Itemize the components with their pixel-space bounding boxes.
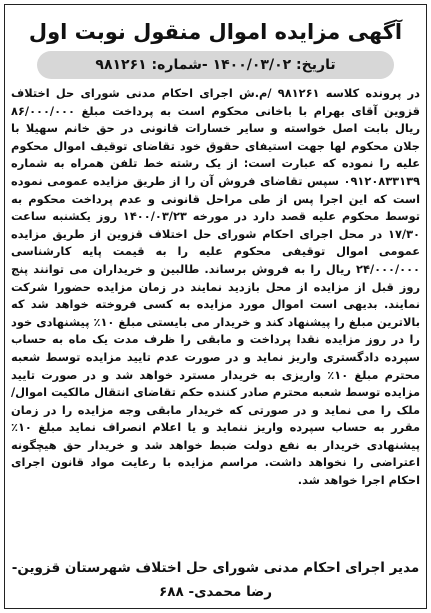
- date-and-number-line: تاریخ: ۱۴۰۰/۰۳/۰۲ -شماره: ۹۸۱۲۶۱: [37, 51, 394, 79]
- notice-title: آگهی مزایده اموال منقول نوبت اول: [28, 20, 403, 44]
- notice-frame: [4, 4, 427, 609]
- notice-signature: مدیر اجرای احکام مدنی شورای حل اختلاف شهرستان قزوین- رضا محمدی- ۶۸۸: [11, 560, 420, 600]
- notice-body: در پرونده کلاسه ۹۸۱۲۶۱ /م.ش اجرای احکام مدنی شورای حل اختلاف قزوین آقای بهرام با باخانی محکوم است به پرداخت مبلغ ۸۶/۰۰۰/۰۰۰ ریال بابت اصل خواسته و سایر خسارات قانونی در حق خانم سهیلا با جلان محکوم لها جهت استیفای حقوق خود تقاضای توقیف اموال محکوم علیه را نموده که عبارت است: از یک رشته خط تلفن همراه به شماره ۰۹۱۲۰۸۳۳۱۳۹ سپس تقاضای فروش آن را از طریق مزایده عمومی نموده است که این اجرا پس از طی مراحل قانونی و عدم پرداخت محکوم به توسط محکوم علیه قصد دارد در مورخه ۱۴۰۰/۰۳/۲۳ روز یکشنبه ساعت ۱۷/۳۰ در محل اجرای احکام شورای حل اختلاف قزوین از طریق مزایده عمومی اموال توقیفی محکوم علیه را به قیمت پایه کارشناسی ۲۴/۰۰۰/۰۰۰ ریال را به فروش برساند. طالبین و خریداران می توانند پنج روز قبل از مزایده از محل بازدید نمایند در زمان مزایده حضورا شرکت نمایند. بدیهی است اموال مورد مزایده به کسی فروخته خواهد شد که بالاترین مبلغ را پیشنهاد کند و خریدار می بایستی مبلغ ۱۰٪ پیشنهادی خود را در روز مزایده نقدا پرداخت و مابقی را ظرف مدت یک ماه به حساب سپرده دادگستری واریز نماید و در صورت عدم تایید مزایده توسط شعبه محترم مبلغ ۱۰٪ واریزی به خریدار مسترد خواهد شد و در صورت تایید مزایده توسط شعبه محترم صادر کننده حکم تقاضای انتقال مالکیت اموال/ ملک را می نماید و در صورتی که خریدار مابقی وجه مزایده را در زمان مقرر به حساب سپرده واریز ننماید و یا اعلام انصراف نماید مبلغ ۱۰٪ پیشنهادی خریدار به نفع دولت ضبط خواهد شد و خریدار حق هیچگونه اعتراضی را نخواهد داشت. مراسم مزایده با رعایت مواد قانون اجرای احکام اجرا خواهد شد.: [11, 86, 420, 488]
